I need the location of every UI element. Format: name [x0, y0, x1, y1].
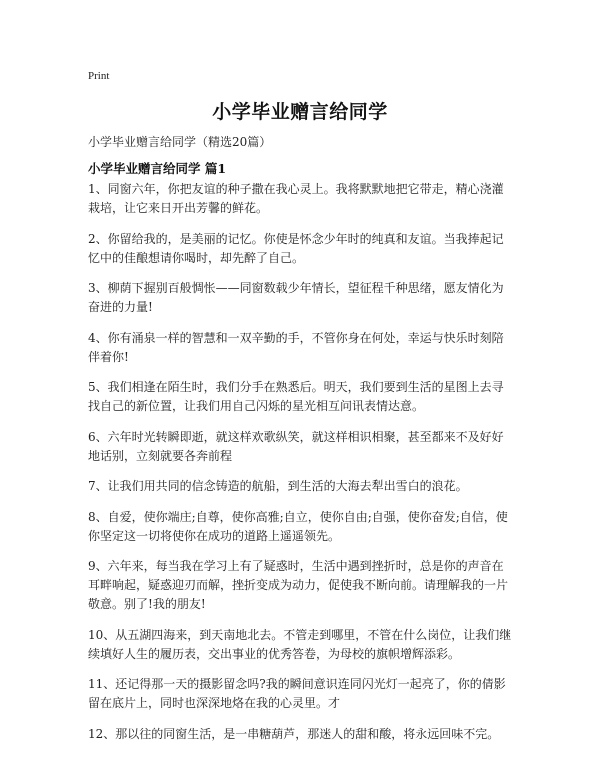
paragraph: 9、六年来，每当我在学习上有了疑惑时，生活中遇到挫折时，总是你的声音在耳畔响起，疑惑迎刃而解，挫折变成为动力，促使我不断向前。请理解我的一片敬意。别了!我的朋友! — [88, 559, 509, 611]
paragraph: 12、那以往的同窗生活，是一串糖葫芦，那迷人的甜和酸，将永远回味不完。 — [88, 726, 500, 741]
paragraph: 1、同窗六年，你把友谊的种子撒在我心灵上。我将默默地把它带走，精心浇灌栽培，让它来日开出芳馨的鲜花。 — [88, 182, 504, 215]
paragraph: 2、你留给我的，是美丽的记忆。你使是怀念少年时的纯真和友谊。当我捧起记忆中的佳酿想请你喝时，却先醉了自己。 — [88, 231, 504, 265]
paragraph: 6、六年时光转瞬即逝，就这样欢歌纵笑，就这样相识相聚，甚至都来不及好好地话别，立刻就要各奔前程 — [88, 429, 504, 463]
print-label[interactable]: Print — [88, 70, 110, 82]
paragraph: 11、还记得那一天的摄影留念吗?我的瞬间意识连同闪光灯一起亮了，你的倩影留在底片上，同时也深深地烙在我的心灵里。才 — [88, 677, 506, 710]
paragraph: 4、你有涌泉一样的智慧和一双辛勤的手，不管你身在何处，幸运与快乐时刻陪伴着你! — [88, 330, 504, 364]
paragraph: 5、我们相逢在陌生时，我们分手在熟悉后。明天，我们要到生活的星图上去寻找自己的新位置，让我们用自己闪烁的星光相互问讯表情达意。 — [88, 380, 504, 413]
subtitle: 小学毕业赠言给同学（精选20篇） — [88, 135, 272, 149]
paragraph: 8、自爱，使你端庄;自尊，使你高雅;自立，使你自由;自强，使你奋发;自信，使你坚定这一切将使你在成功的道路上遥遥领先。 — [88, 509, 508, 543]
section-heading: 小学毕业赠言给同学 篇1 — [88, 161, 227, 176]
paragraph: 3、柳荫下握别百般惆怅——同窗数载少年情长，望征程千种思绪，愿友情化为奋进的力量! — [88, 281, 504, 314]
paragraph: 10、从五湖四海来，到天南地北去。不管走到哪里，不管在什么岗位，让我们继续填好人生的履历表，交出事业的优秀答卷，为母校的旗帜增辉添彩。 — [88, 627, 512, 661]
page-title: 小学毕业赠言给同学 — [212, 101, 388, 123]
paragraph: 7、让我们用共同的信念铸造的航船，到生活的大海去犁出雪白的浪花。 — [88, 479, 468, 493]
paragraph-list — [88, 180, 512, 755]
